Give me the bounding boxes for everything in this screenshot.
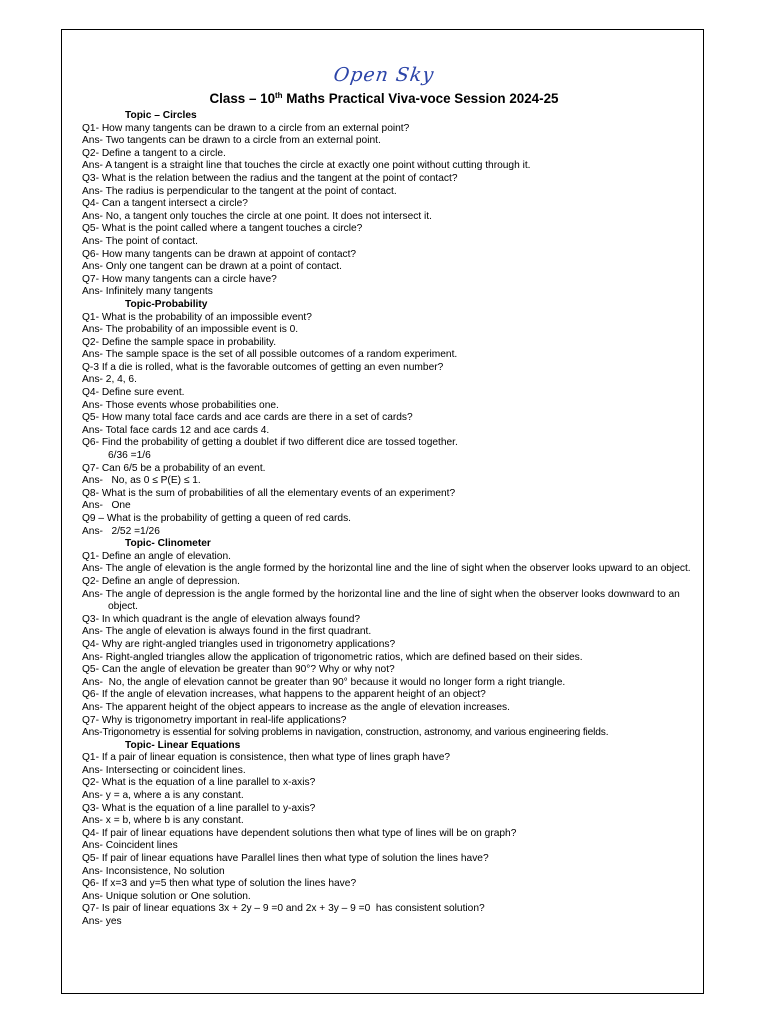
answer: Ans- The angle of depression is the angle formed by the horizontal line and the line of sight when the observer looks downward to an object. [82, 588, 680, 613]
answer: Ans- The sample space is the set of all possible outcomes of a random experiment. [82, 349, 458, 361]
question: Q6- Find the probability of getting a doublet if two different dice are tossed together. [82, 437, 458, 449]
question: Q2- Define the sample space in probability. [82, 336, 277, 348]
answer: Ans- x = b, where b is any constant. [82, 815, 244, 827]
question: Q4- Why are right-angled triangles used in trigonometry applications? [82, 638, 396, 650]
question: Q8- What is the sum of probabilities of all the elementary events of an experiment? [82, 487, 456, 499]
answer: Ans- The apparent height of the object appears to increase as the angle of elevation increases. [82, 701, 510, 713]
question: Q2- Define an angle of depression. [82, 575, 241, 587]
question: Q6- If the angle of elevation increases, what happens to the apparent height of an object? [82, 689, 486, 701]
answer: 6/36 =1/6 [108, 450, 151, 462]
answer: Ans- 2, 4, 6. [82, 374, 137, 386]
question: Q4- Define sure event. [82, 387, 185, 399]
answer: Ans- No, the angle of elevation cannot be greater than 90° because it would no longer form a right triangle. [82, 676, 566, 688]
answer: Ans- One [82, 500, 131, 512]
question: Q3- What is the relation between the radius and the tangent at the point of contact? [82, 172, 458, 184]
answer: Ans-Trigonometry is essential for solving problems in navigation, construction, astronomy, and various engineering fields. [82, 727, 609, 739]
answer: Ans- The radius is perpendicular to the tangent at the point of contact. [82, 185, 397, 197]
answer: Ans- Total face cards 12 and ace cards 4. [82, 424, 270, 436]
document-body [82, 110, 696, 929]
answer: Ans- Unique solution or One solution. [82, 890, 251, 902]
question: Q1- What is the probability of an impossible event? [82, 311, 312, 323]
question: Q9 – What is the probability of getting a queen of red cards. [82, 513, 351, 524]
question: Q2- What is the equation of a line parallel to x-axis? [82, 777, 316, 789]
answer: Ans- The angle of elevation is always found in the first quadrant. [82, 626, 372, 638]
question: Q2- Define a tangent to a circle. [82, 147, 226, 159]
answer: Ans- Those events whose probabilities one. [82, 399, 279, 411]
question: Q6- How many tangents can be drawn at appoint of contact? [82, 248, 357, 260]
question: Q7- Why is trigonometry important in real-life applications? [82, 714, 347, 726]
question: Q1- If a pair of linear equation is consistence, then what type of lines graph have? [82, 752, 451, 764]
topic-heading: Topic – Circles [125, 110, 197, 121]
topic-heading: Topic- Linear Equations [125, 739, 241, 751]
answer: Ans- y = a, where a is any constant. [82, 790, 244, 802]
answer: Ans- The angle of elevation is the angle formed by the horizontal line and the line of sight when the observer looks upward to an object. [82, 563, 691, 575]
answer: Ans- A tangent is a straight line that touches the circle at exactly one point without cutting through it. [82, 160, 531, 172]
answer: Ans- The point of contact. [82, 235, 198, 247]
question: Q4- If pair of linear equations have dependent solutions then what type of lines will be on graph? [82, 827, 517, 839]
logo: Open Sky [332, 64, 436, 86]
answer: Ans- Only one tangent can be drawn at a point of contact. [82, 261, 342, 273]
question: Q3- In which quadrant is the angle of elevation always found? [82, 613, 361, 625]
answer: Ans- 2/52 =1/26 [82, 525, 160, 537]
answer: Ans- Infinitely many tangents [82, 286, 213, 298]
answer: Ans- Right-angled triangles allow the application of trigonometric ratios, which are defined based on their sides. [82, 651, 583, 663]
answer: Ans- Coincident lines [82, 840, 178, 852]
answer: Ans- Inconsistence, No solution [82, 865, 225, 877]
topic-heading: Topic- Clinometer [125, 538, 211, 550]
question: Q3- What is the equation of a line parallel to y-axis? [82, 802, 316, 814]
answer: Ans- No, a tangent only touches the circle at one point. It does not intersect it. [82, 210, 432, 222]
answer: Ans- The probability of an impossible event is 0. [82, 324, 299, 336]
question: Q1- Define an angle of elevation. [82, 550, 231, 562]
question: Q7- Can 6/5 be a probability of an event. [82, 462, 266, 474]
question: Q7- How many tangents can a circle have? [82, 273, 277, 285]
answer: Ans- Intersecting or coincident lines. [82, 764, 246, 776]
answer: Ans- Two tangents can be drawn to a circle from an external point. [82, 135, 381, 147]
question: Q7- Is pair of linear equations 3x + 2y – 9 =0 and 2x + 3y – 9 =0 has consistent solution? [82, 903, 485, 915]
question: Q6- If x=3 and y=5 then what type of solution the lines have? [82, 878, 357, 890]
question: Q5- Can the angle of elevation be greater than 90°? Why or why not? [82, 664, 395, 676]
answer: Ans- yes [82, 916, 122, 927]
question: Q-3 If a die is rolled, what is the favorable outcomes of getting an even number? [82, 361, 444, 373]
topic-heading: Topic-Probability [125, 298, 208, 310]
page-title: Class – 10th Maths Practical Viva-voce Session 2024-25 [209, 91, 559, 106]
question: Q4- Can a tangent intersect a circle? [82, 198, 248, 210]
question: Q1- How many tangents can be drawn to a circle from an external point? [82, 122, 410, 134]
question: Q5- What is the point called where a tangent touches a circle? [82, 223, 363, 235]
question: Q5- How many total face cards and ace cards are there in a set of cards? [82, 412, 413, 424]
answer: Ans- No, as 0 ≤ P(E) ≤ 1. [82, 475, 201, 487]
question: Q5- If pair of linear equations have Parallel lines then what type of solution the lines have? [82, 853, 489, 865]
